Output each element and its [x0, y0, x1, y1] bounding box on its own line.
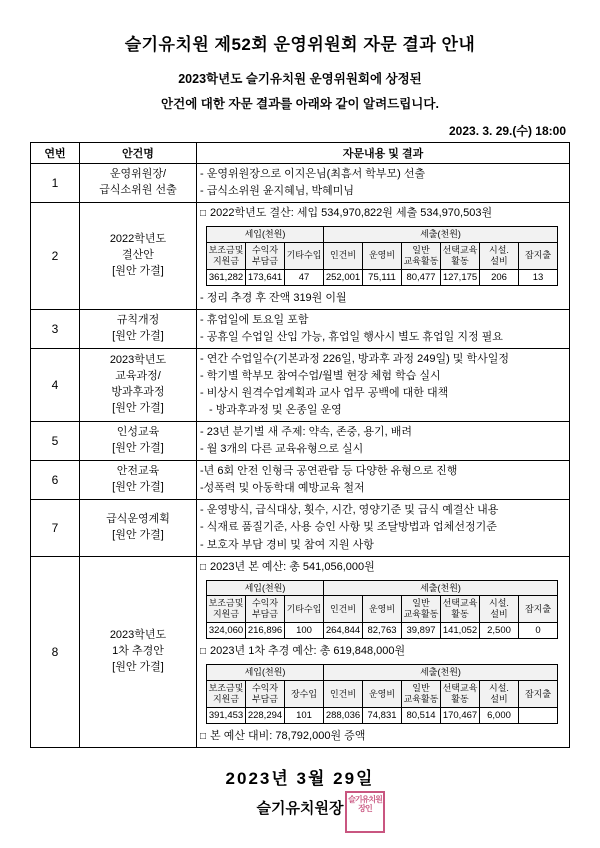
agenda-name-line: 운영위원장/: [109, 168, 167, 181]
row-no: 3: [31, 309, 80, 348]
agenda-name-line: 2023학년도: [109, 629, 167, 642]
row-result: [197, 500, 570, 556]
row-agenda-name: [80, 203, 197, 310]
row-no: 6: [31, 461, 80, 500]
budget-group-expense: 세출(천원): [324, 580, 558, 596]
budget-value: 100: [285, 623, 324, 639]
result-line: - 보호자 부담 경비 및 참여 지원 사항: [200, 538, 374, 551]
budget-value: 74,831: [363, 707, 402, 723]
table-row: [31, 500, 570, 556]
budget-group-header-row: [207, 227, 558, 243]
budget-sub-header: 일반 교육활동: [402, 681, 441, 708]
agenda-name-line: 2023학년도: [109, 354, 167, 367]
result-checkbox-line: □ 2022학년도 결산: 세입 534,970,822원 세출 534,970,503원: [200, 205, 566, 222]
budget-value: 361,282: [207, 269, 246, 285]
budget-value: 324,060: [207, 623, 246, 639]
budget-value: 288,036: [324, 707, 363, 723]
budget-sub-header: 기타수입: [285, 596, 324, 623]
budget-value: 2,500: [480, 623, 519, 639]
budget-value: 39,897: [402, 623, 441, 639]
result-line: - 공휴일 수업일 산입 가능, 휴업일 행사시 별도 휴업일 지정 필요: [200, 331, 503, 344]
budget-value: 0: [519, 623, 558, 639]
budget-group-income: 세입(천원): [207, 580, 324, 596]
row-no: 1: [31, 164, 80, 203]
budget-sub-header: 운영비: [363, 596, 402, 623]
agenda-table: [30, 142, 570, 748]
budget-value: 141,052: [441, 623, 480, 639]
table-row: [31, 461, 570, 500]
official-seal-icon: 슬기유치원장인: [345, 791, 385, 833]
budget-sub-header: 시설.설비: [480, 681, 519, 708]
header-result: 자문내용 및 결과: [197, 143, 570, 164]
row-agenda-name: [80, 422, 197, 461]
agenda-name-line: [원안 가결]: [112, 481, 164, 494]
budget-sub-header: 인건비: [324, 596, 363, 623]
result-line: - 급식소위원 윤지혜님, 박혜미님: [200, 185, 355, 198]
budget-value: 80,514: [402, 707, 441, 723]
agenda-name-line: 급식소위원 선출: [99, 184, 177, 197]
result-line: - 23년 분기별 새 주제: 약속, 존중, 용기, 배려: [200, 426, 412, 439]
budget-sub-header-row: [207, 681, 558, 708]
agenda-name-line: [원안 가결]: [112, 265, 164, 277]
budget-value: 101: [285, 707, 324, 723]
budget-sub-header: 수익자 부담금: [246, 242, 285, 269]
result-line: -년 6회 안전 인형극 공연관람 등 다양한 유형으로 진행: [200, 465, 458, 478]
signature-name: [30, 797, 570, 818]
budget-group-expense: 세출(천원): [324, 665, 558, 681]
budget-sub-header: 선택교육 활동: [441, 596, 480, 623]
result-checkbox-line: □ 2023년 본 예산: 총 541,056,000원: [200, 559, 566, 576]
row-agenda-name: [80, 461, 197, 500]
budget-sub-header: 인건비: [324, 242, 363, 269]
budget-value: 252,001: [324, 269, 363, 285]
row-agenda-name: [80, 556, 197, 748]
result-checkbox-line: □ 본 예산 대비: 78,792,000원 증액: [200, 728, 566, 745]
budget-value: 264,844: [324, 623, 363, 639]
budget-value: 47: [285, 269, 324, 285]
budget-sub-header: 수익자 부담금: [246, 596, 285, 623]
budget-sub-header: 잡지출: [519, 681, 558, 708]
budget-sub-header: 운영비: [363, 681, 402, 708]
table-row: [31, 203, 570, 310]
budget-group-header-row: [207, 580, 558, 596]
row-result: [197, 461, 570, 500]
budget-sub-header: 보조금및 지원금: [207, 681, 246, 708]
row-result: [197, 203, 570, 310]
budget-sub-header: 운영비: [363, 242, 402, 269]
budget-value: 216,896: [246, 623, 285, 639]
row-result: [197, 164, 570, 203]
result-line: - 식재료 품질기준, 사용 승인 사항 및 조달방법과 업체선정기준: [200, 521, 497, 534]
agenda-name-line: 인성교육: [116, 426, 160, 439]
result-line: - 월 3개의 다른 교육유형으로 실시: [200, 443, 364, 456]
header-agenda: 안건명: [80, 143, 197, 164]
budget-sub-header: 인건비: [324, 681, 363, 708]
agenda-name-line: 1차 추경안: [112, 644, 164, 657]
budget-value: 82,763: [363, 623, 402, 639]
budget-sub-header: 잡지출: [519, 596, 558, 623]
agenda-name-line: [원안 가결]: [112, 529, 164, 541]
revised-budget-table: [206, 664, 558, 724]
budget-sub-header: 수익자 부담금: [246, 681, 285, 708]
budget-sub-header: 선택교육 활동: [441, 681, 480, 708]
agenda-name-line: 규칙개정: [116, 314, 160, 327]
result-line: - 연간 수업일수(기본과정 226일, 방과후 과정 249일) 및 학사일정: [200, 353, 509, 366]
agenda-name-line: 안전교육: [116, 465, 160, 478]
budget-sub-header: 시설.설비: [480, 242, 519, 269]
result-line: - 비상시 원격수업계획과 교사 업무 공백에 대한 대책: [200, 387, 449, 400]
budget-group-header-row: [207, 665, 558, 681]
row-no: 8: [31, 556, 80, 748]
result-line: -성폭력 및 아동학대 예방교육 철저: [200, 482, 365, 495]
budget-value: 228,294: [246, 707, 285, 723]
budget-sub-header: 장수입: [285, 681, 324, 708]
budget-sub-header-row: [207, 242, 558, 269]
budget-value: 6,000: [480, 707, 519, 723]
budget-sub-header: 보조금및 지원금: [207, 596, 246, 623]
result-line: - 운영방식, 급식대상, 횟수, 시간, 영양기준 및 급식 예결산 내용: [200, 504, 499, 517]
result-line: - 휴업일에 토요일 포함: [200, 313, 309, 326]
table-row: [31, 349, 570, 422]
budget-value: 80,477: [402, 269, 441, 285]
budget-value-row: [207, 707, 558, 723]
budget-sub-header: 시설.설비: [480, 596, 519, 623]
agenda-name-line: [원안 가결]: [112, 330, 164, 343]
signature-name-text: 슬기유치원장: [256, 800, 344, 818]
result-checkbox-line: □ 2023년 1차 추경 예산: 총 619,848,000원: [200, 643, 566, 660]
result-line: - 방과후과정 및 온종일 운영: [209, 404, 342, 417]
signature-date: 2023년 3월 29일: [225, 769, 375, 789]
budget-group-income: 세입(천원): [207, 665, 324, 681]
table-row: [31, 556, 570, 748]
page-title: 슬기유치원 제52회 운영위원회 자문 결과 안내: [124, 35, 476, 54]
budget-value: 391,453: [207, 707, 246, 723]
row-result: [197, 422, 570, 461]
agenda-name-line: 교육과정/: [115, 370, 161, 383]
agenda-name-line: 방과후과정: [111, 386, 165, 399]
budget-value: 173,641: [246, 269, 285, 285]
row-no: 5: [31, 422, 80, 461]
agenda-name-line: [원안 가결]: [112, 442, 164, 455]
budget-sub-header: 보조금및 지원금: [207, 242, 246, 269]
budget-value-row: [207, 269, 558, 285]
table-header-row: [31, 143, 570, 164]
row-agenda-name: [80, 164, 197, 203]
budget-value: 170,467: [441, 707, 480, 723]
meeting-datetime: 2023. 3. 29.(수) 18:00: [449, 124, 566, 138]
budget-value: 75,111: [363, 269, 402, 285]
result-line: - 정리 추경 후 잔액 319원 이월: [200, 291, 347, 304]
row-agenda-name: [80, 349, 197, 422]
row-no: 2: [31, 203, 80, 310]
budget-sub-header: 일반 교육활동: [402, 242, 441, 269]
row-agenda-name: [80, 309, 197, 348]
result-line: - 학기별 학부모 참여수업/월별 현장 체험 학습 실시: [200, 370, 441, 383]
budget-value: 206: [480, 269, 519, 285]
agenda-name-line: [원안 가결]: [112, 402, 164, 415]
table-row: [31, 422, 570, 461]
intro-line-1: 2023학년도 슬기유치원 운영위원회에 상정된: [178, 72, 422, 86]
budget-value-row: [207, 623, 558, 639]
table-row: [31, 309, 570, 348]
result-line: - 운영위원장으로 이지은님(최흠서 학부모) 선출: [200, 168, 426, 180]
table-row: [31, 164, 570, 203]
budget-group-expense: 세출(천원): [324, 227, 558, 243]
agenda-name-line: 결산안: [122, 249, 154, 262]
row-agenda-name: [80, 500, 197, 556]
budget-sub-header: 기타수입: [285, 242, 324, 269]
budget-sub-header: 선택교육 활동: [441, 242, 480, 269]
main-budget-table: [206, 580, 558, 640]
budget-sub-header: 잡지출: [519, 242, 558, 269]
agenda-name-line: [원안 가결]: [112, 660, 164, 673]
agenda-name-line: 2022학년도: [109, 233, 167, 246]
row-no: 4: [31, 349, 80, 422]
row-result: [197, 309, 570, 348]
budget-sub-header-row: [207, 596, 558, 623]
budget-value: 127,175: [441, 269, 480, 285]
header-no: 연번: [31, 143, 80, 164]
row-result: [197, 349, 570, 422]
row-result: [197, 556, 570, 748]
budget-group-income: 세입(천원): [207, 227, 324, 243]
budget-value: [519, 707, 558, 723]
budget-sub-header: 일반 교육활동: [402, 596, 441, 623]
budget-value: 13: [519, 269, 558, 285]
row-no: 7: [31, 500, 80, 556]
settlement-budget-table: [206, 226, 558, 286]
intro-line-2: 안건에 대한 자문 결과를 아래와 같이 알려드립니다.: [161, 97, 439, 111]
agenda-name-line: 급식운영계획: [106, 513, 170, 526]
